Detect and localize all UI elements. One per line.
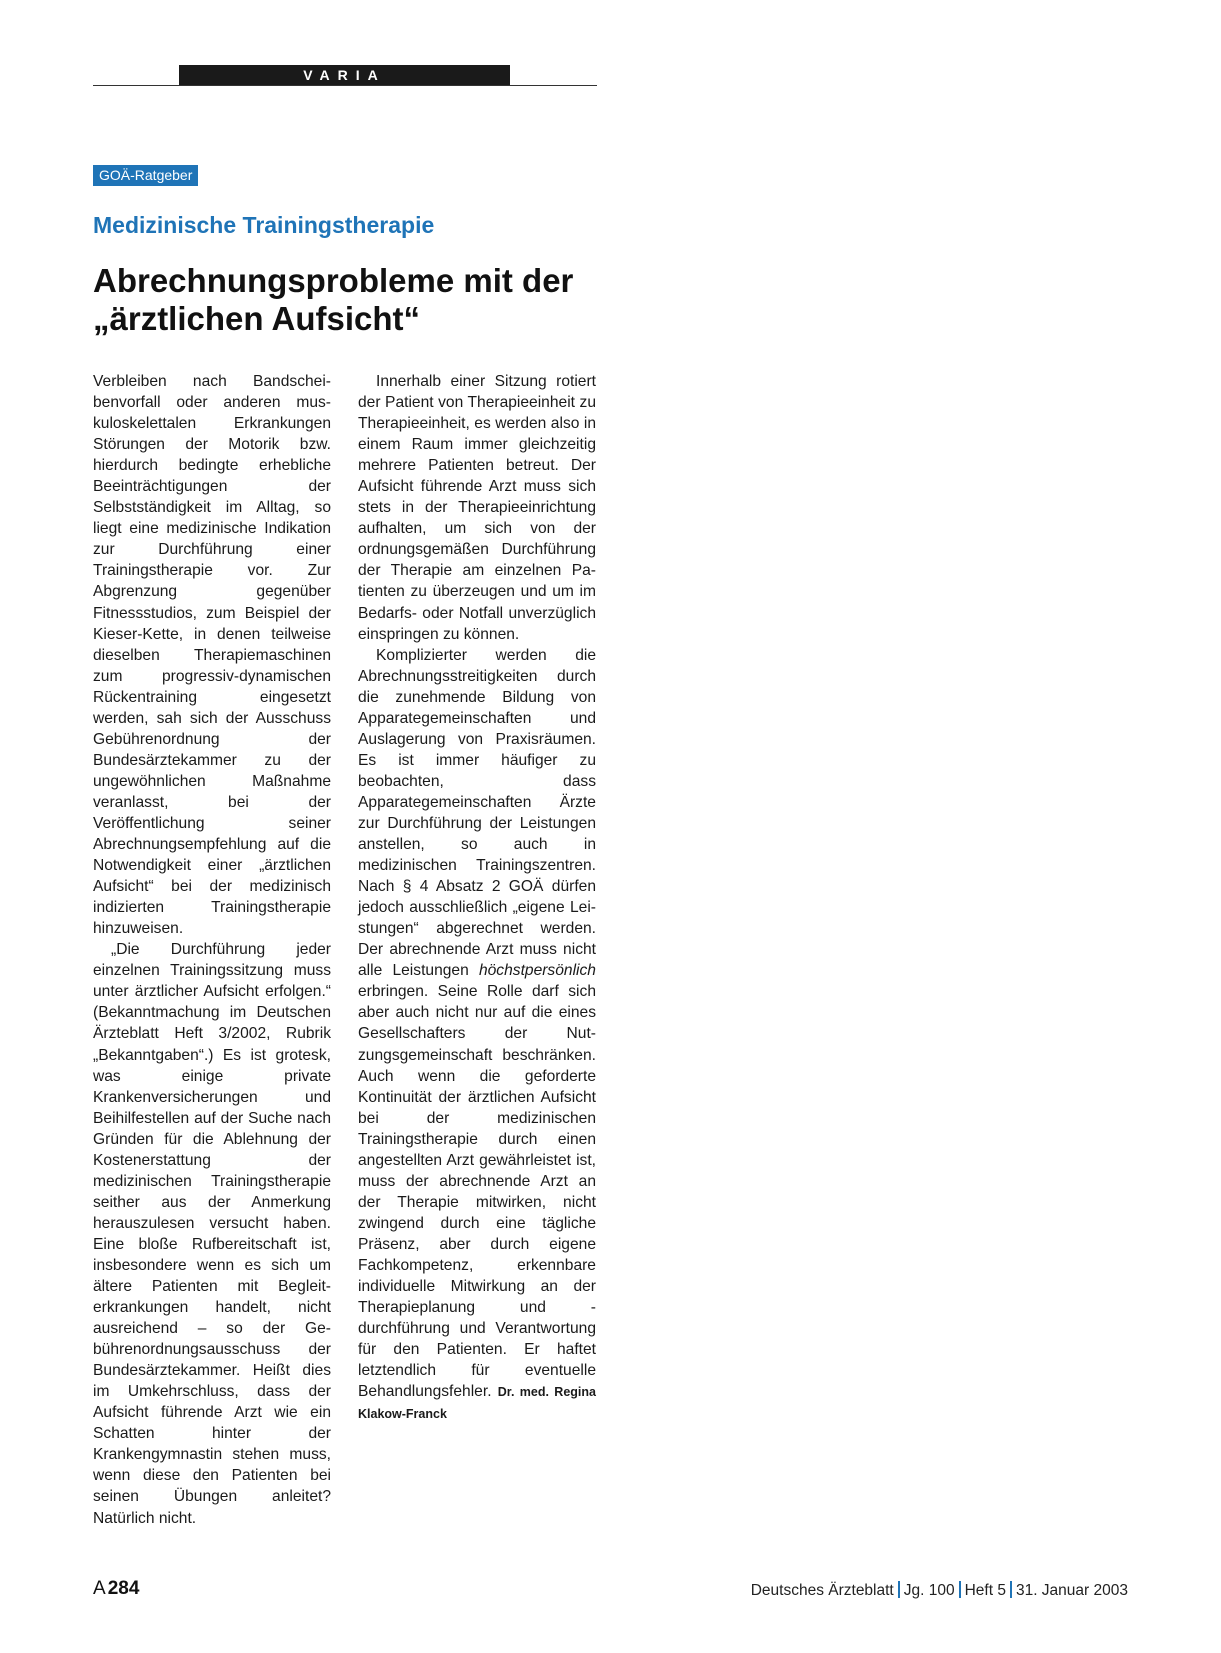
page-prefix: A [93, 1578, 106, 1599]
journal-citation [751, 1581, 1128, 1600]
headline-line-2: „ärztlichen Aufsicht“ [93, 300, 420, 337]
page-number [93, 1578, 139, 1600]
separator [898, 1581, 900, 1598]
paragraph: „Die Durchführung jeder einzelnen Trainingssitzung muss unter ärztlicher Aufsicht erfolgen.“ (Bekanntmachung im Deutschen Ärzteblatt Heft 3/2002, Rubrik „Bekanntgaben“.) Es ist grotesk, was einige private Krankenversicherungen und Beihilfestellen auf der Suche nach Gründen für die Ablehnung der Kostenerstattung der medizinischen Trainingstherapie seither aus der Anmerkung herauszulesen versucht haben. Eine bloße Rufbereitschaft ist, insbesondere wenn es sich um ältere Patienten mit Begleiterkrankungen handelt, nicht ausreichend – so der Gebührenordnungsausschuss der Bundesärztekammer. Heißt dies im Umkehrschluss, dass der Aufsicht führende Arzt wie ein Schatten hinter der Krankengymnastin stehen muss, wenn diese den Patienten bei seinen Übungen anleitet? Natürlich nicht. [93, 941, 331, 1527]
paragraph [358, 645, 596, 1426]
journal-name: Deutsches Ärzteblatt [750, 1582, 894, 1599]
article-headline [93, 262, 613, 338]
separator [1010, 1581, 1012, 1598]
emphasis-text: höchstpersönlich [478, 962, 596, 980]
author-byline: Dr. med. Regina Klakow-Franck [358, 1385, 596, 1422]
paragraph-text: erbringen. Seine Rolle darf sich aber auch nicht nur auf die eines Gesellschafters der Nutzungsgemeinschaft beschränken. Auch wenn die geforderte Kontinuität der ärztlichen Aufsicht bei der medizinischen Trainingstherapie durch einen angestellten Arzt gewährleistet ist, muss der abrechnende Arzt an der Therapie mitwirken, nicht zwingend durch eine tägliche Präsenz, aber durch eigene Fachkompetenz, erkennbare individuelle Mitwirkung an der Therapieplanung und -durchführung und Verantwortung für den Patienten. Er haftet letztendlich für eventuelle Behandlungsfehler. [358, 983, 596, 1401]
body-column-left [93, 371, 331, 1529]
paragraph: Innerhalb einer Sitzung rotiert der Patient von Therapieeinheit zu Therapieeinheit, es werden also in einem Raum immer gleichzeitig mehrere Patienten betreut. Der Aufsicht führende Arzt muss sich stets in der Therapieeinrichtung aufhalten, um sich von der ordnungsgemäßen Durchführung der Therapie am einzelnen Patienten zu überzeugen und um im Bedarfs- oder Notfall unverzüglich einspringen zu können. [358, 373, 596, 643]
body-column-right [358, 371, 596, 1425]
headline-line-1: Abrechnungsprobleme mit der [93, 262, 574, 299]
paragraph: Verbleiben nach Bandscheibenvorfall oder anderen muskuloskelettalen Erkrankungen Störungen der Motorik bzw. hierdurch bedingte erhebliche Beeinträchtigungen der Selbstständigkeit im Alltag, so liegt eine medizinische Indikation zur Durchführung einer Trainingstherapie vor. Zur Abgrenzung gegenüber Fitnessstudios, zum Beispiel der Kieser-Kette, in denen teilweise dieselben Therapiemaschinen zum progressiv-dynamischen Rückentraining eingesetzt werden, sah sich der Ausschuss Gebührenordnung der Bundesärztekammer zu der ungewöhnlichen Maßnahme veranlasst, bei der Veröffentlichung seiner Abrechnungsempfehlung auf die Notwendigkeit einer „ärztlichen Aufsicht“ bei der medizinisch indizierten Trainingstherapie hinzuweisen. [93, 373, 331, 938]
paragraph-text: Komplizierter werden die Abrechnungsstreitigkeiten durch die zunehmende Bildung von Apparategemeinschaften und Auslagerung von Praxisräumen. Es ist immer häufiger zu beobachten, dass Apparategemeinschaften Ärzte zur Durchführung der Leistungen anstellen, so auch in medizinischen Trainingszentren. Nach § 4 Absatz 2 GOÄ dürfen jedoch ausschließlich „eigene Leistungen“ abgerechnet werden. Der abrechnende Arzt muss nicht alle Leistungen [358, 646, 596, 980]
journal-issue: Heft 5 [964, 1582, 1006, 1599]
header-divider [93, 85, 597, 86]
section-header-varia: VARIA [179, 65, 510, 85]
journal-date: 31. Januar 2003 [1015, 1582, 1128, 1599]
journal-volume: Jg. 100 [903, 1582, 955, 1599]
page-number-value: 284 [107, 1578, 140, 1599]
article-kicker: Medizinische Trainingstherapie [93, 212, 435, 238]
rubric-tag: GOÄ-Ratgeber [93, 165, 198, 186]
separator [959, 1581, 961, 1598]
